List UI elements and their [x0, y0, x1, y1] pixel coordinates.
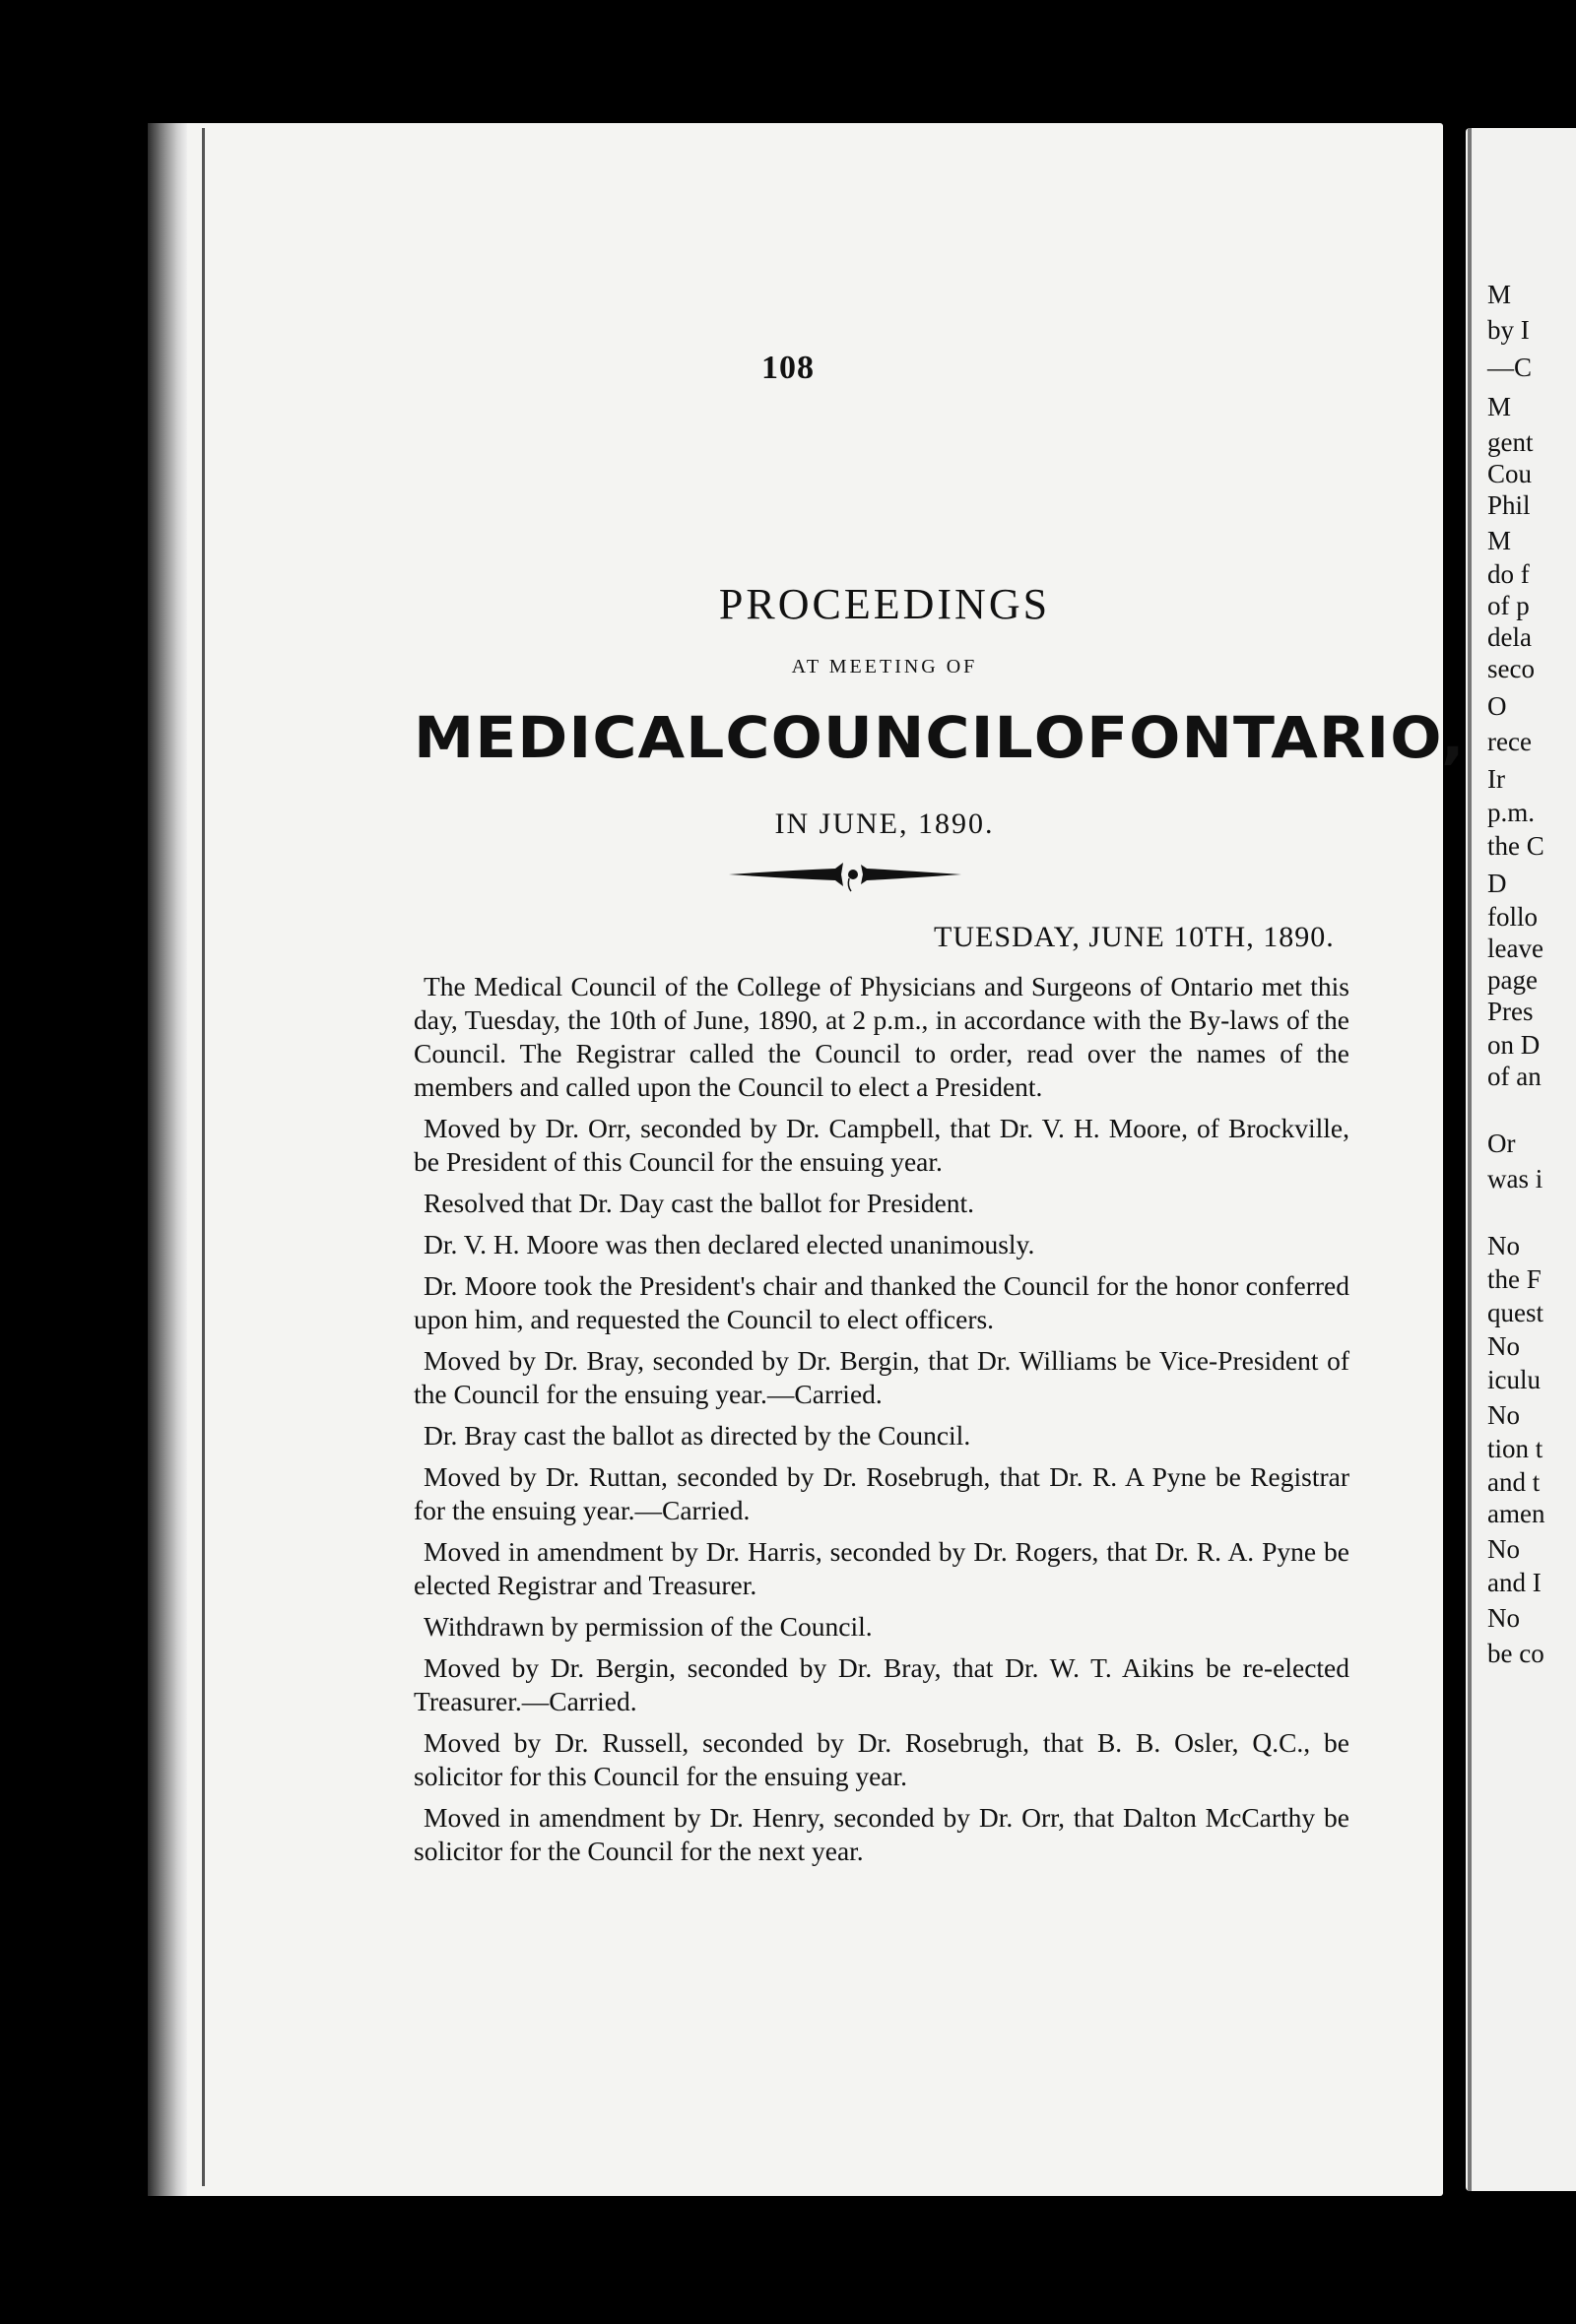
heading-at-meeting-of: AT MEETING OF	[791, 656, 978, 678]
facing-page-fragment: of an	[1487, 1062, 1542, 1091]
facing-page-fragment: No	[1487, 1603, 1520, 1633]
facing-page-fragment: do f	[1487, 559, 1530, 589]
page-gutter-shadow	[148, 123, 187, 2196]
facing-page-fragment: No	[1487, 1331, 1520, 1361]
heading-date: IN JUNE, 1890.	[774, 807, 995, 840]
facing-page-fragment: iculu	[1487, 1365, 1541, 1394]
facing-page-fragment: seco	[1487, 654, 1535, 683]
facing-page-fragment: Ir	[1487, 764, 1505, 794]
facing-page-fragment: p.m.	[1487, 798, 1536, 827]
facing-page-fragment: follo	[1487, 902, 1538, 932]
paragraph: The Medical Council of the College of Physicians and Surgeons of Ontario met this day, Tuesday, the 10th of June, 1890, at 2 p.m., in accordance with the By-laws of the Council. The Registrar called the Council to order, read over the names of the members and called upon the Council to elect a President.	[414, 971, 1349, 1102]
paragraph: Moved in amendment by Dr. Henry, seconded by Dr. Orr, that Dalton McCarthy be solicitor for the Council for the next year.	[414, 1802, 1349, 1866]
meeting-date-line: TUESDAY, JUNE 10TH, 1890.	[934, 921, 1335, 953]
facing-page-fragment: tion t	[1487, 1434, 1543, 1463]
paragraph: Moved in amendment by Dr. Harris, seconded by Dr. Rogers, that Dr. R. A. Pyne be elected Registrar and Treasurer.	[414, 1536, 1349, 1600]
facing-page-fragment: No	[1487, 1400, 1520, 1430]
heading-proceedings: PROCEEDINGS	[718, 580, 1051, 628]
facing-page-fragment: of p	[1487, 591, 1530, 620]
paragraph: Dr. Bray cast the ballot as directed by the Council.	[424, 1420, 971, 1451]
paragraph: Moved by Dr. Orr, seconded by Dr. Campbell, that Dr. V. H. Moore, of Brockville, be President of this Council for the ensuing year.	[414, 1113, 1349, 1177]
facing-page-fragment: and I	[1487, 1568, 1542, 1597]
facing-page-fragment: O	[1487, 691, 1507, 721]
paragraph: Resolved that Dr. Day cast the ballot for President.	[424, 1188, 975, 1218]
proceedings-body	[414, 970, 1349, 1876]
paragraph: Moved by Dr. Russell, seconded by Dr. Rosebrugh, that B. B. Osler, Q.C., be solicitor for this Council for the ensuing year.	[414, 1727, 1349, 1791]
paragraph: Withdrawn by permission of the Council.	[424, 1611, 873, 1642]
facing-page-fragment: Phil	[1487, 490, 1531, 520]
facing-page-fragment: M	[1487, 392, 1512, 421]
facing-page	[1466, 128, 1576, 2191]
facing-page-fragment: dela	[1487, 622, 1532, 652]
ornament-divider	[727, 857, 963, 892]
facing-page-fragment: the C	[1487, 831, 1544, 861]
facing-page-fragment: by I	[1487, 315, 1530, 345]
paragraph: Moved by Dr. Bergin, seconded by Dr. Bray, that Dr. W. T. Aikins be re-elected Treasurer.—Carried.	[414, 1652, 1349, 1716]
facing-page-fragment: Pres	[1487, 997, 1534, 1026]
facing-page-fragment: M	[1487, 526, 1512, 555]
facing-page-fragment: rece	[1487, 727, 1532, 756]
facing-page-fragment: No	[1487, 1534, 1520, 1564]
facing-page-fragment: on D	[1487, 1030, 1541, 1060]
facing-page-fragment: Or	[1487, 1129, 1516, 1158]
heading-word: ONTARIO,	[1129, 704, 1466, 771]
facing-page-fragment: amen	[1487, 1499, 1545, 1528]
heading-word: COUNCIL	[725, 704, 1034, 771]
paragraph: Dr. Moore took the President's chair and thanked the Council for the honor conferred upon him, and requested the Council to elect officers.	[414, 1270, 1349, 1334]
page-gutter-line	[202, 128, 205, 2186]
facing-page-edge	[1468, 128, 1472, 2191]
facing-page-fragment: page	[1487, 965, 1538, 995]
facing-page-fragment: D	[1487, 869, 1507, 898]
facing-page-fragment: M	[1487, 280, 1512, 309]
facing-page-fragment: be co	[1487, 1639, 1544, 1668]
facing-page-fragment: Cou	[1487, 459, 1533, 488]
heading-word: OF	[1033, 704, 1130, 771]
page-number: 108	[761, 350, 815, 386]
paragraph: Moved by Dr. Bray, seconded by Dr. Bergin, that Dr. Williams be Vice-President of the Council for the ensuing year.—Carried.	[414, 1345, 1349, 1409]
paragraph: Moved by Dr. Ruttan, seconded by Dr. Rosebrugh, that Dr. R. A Pyne be Registrar for the ensuing year.—Carried.	[414, 1461, 1349, 1525]
facing-page-fragment: gent	[1487, 427, 1534, 457]
facing-page-fragment: leave	[1487, 934, 1543, 963]
facing-page-fragment: the F	[1487, 1264, 1542, 1294]
heading-word: MEDICAL	[414, 704, 726, 771]
facing-page-fragment: was i	[1487, 1164, 1543, 1194]
facing-page-fragment: No	[1487, 1231, 1520, 1260]
facing-page-fragment: quest	[1487, 1298, 1543, 1327]
facing-page-fragment: —C	[1487, 353, 1533, 382]
facing-page-fragment: and t	[1487, 1467, 1541, 1497]
paragraph: Dr. V. H. Moore was then declared elected unanimously.	[424, 1229, 1035, 1259]
heading-council-name	[414, 704, 1466, 771]
